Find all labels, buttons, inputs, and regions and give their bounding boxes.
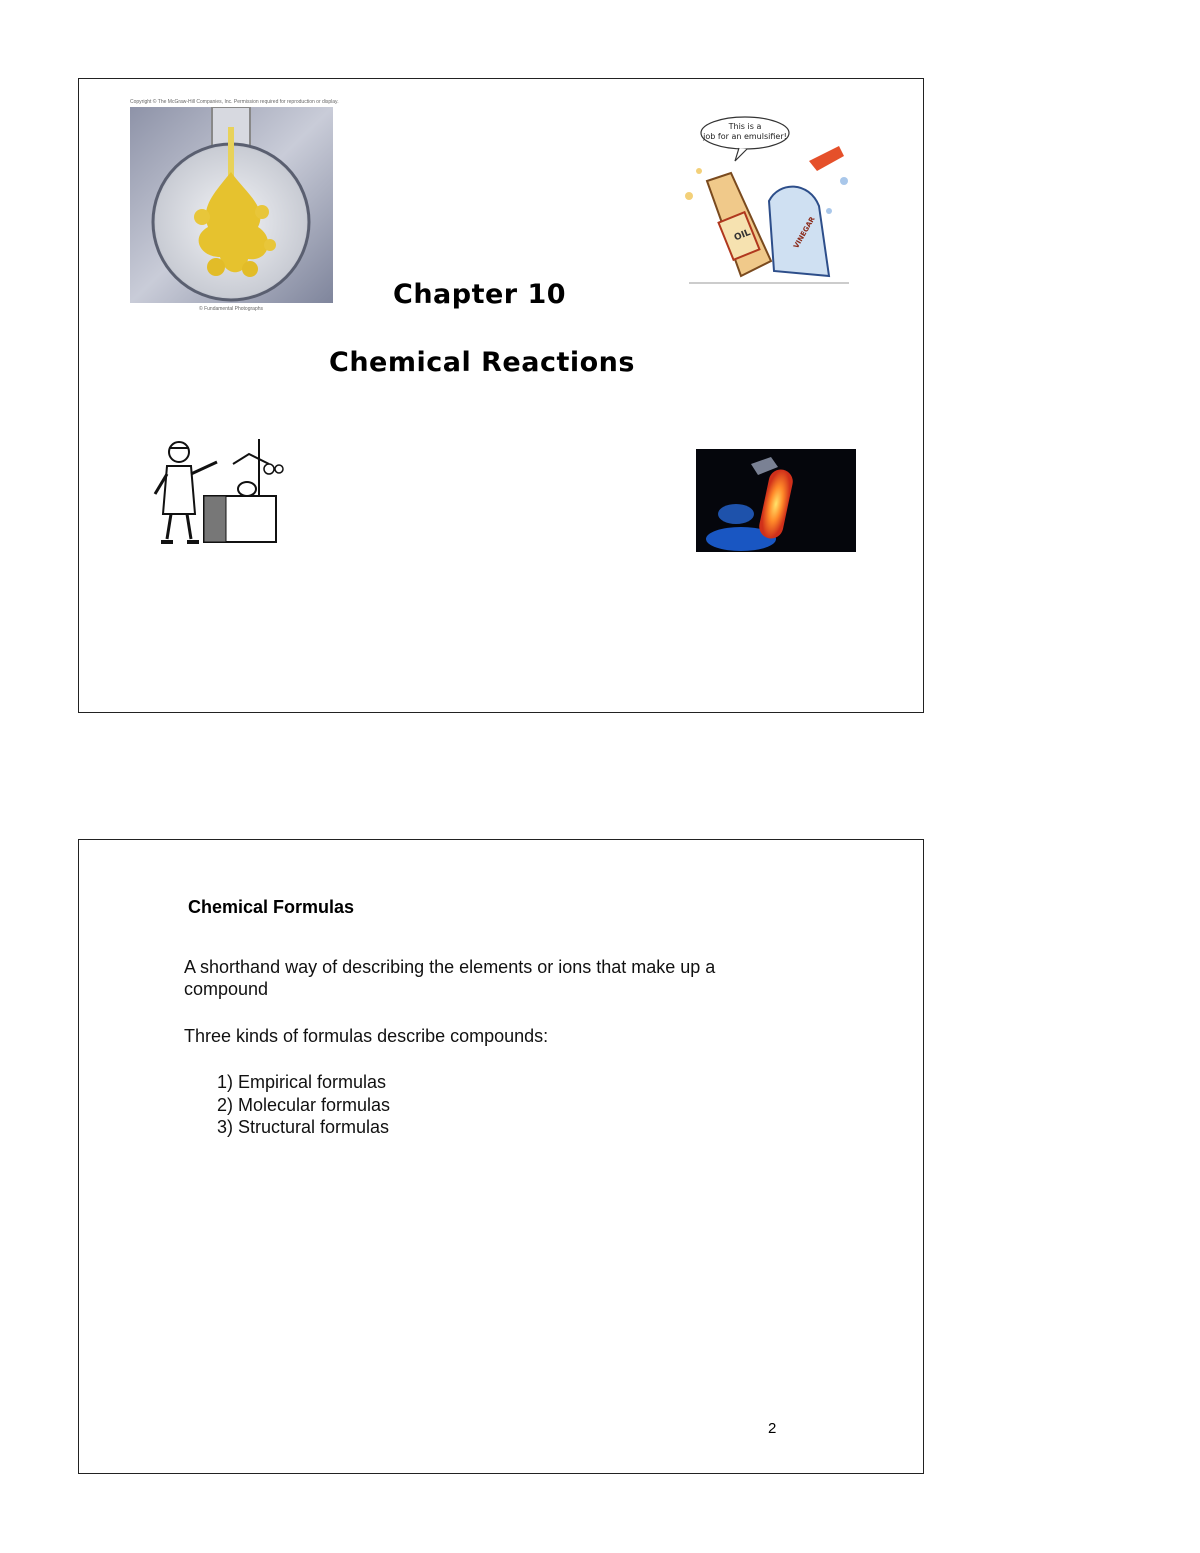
slide-1	[78, 78, 924, 713]
oil-label: OIL	[732, 227, 753, 244]
definition-paragraph: A shorthand way of describing the elements or ions that make up a compound	[184, 957, 716, 999]
slide-heading: Chemical Formulas	[188, 897, 355, 917]
cartoon-speech-line: This is a	[728, 122, 762, 131]
slide-title: Chemical Reactions	[329, 347, 635, 378]
oil-vinegar-cartoon	[679, 111, 857, 291]
scientist-cartoon	[149, 434, 284, 549]
flask-photo-credit: © Fundamental Photographs	[199, 306, 264, 312]
formula-kinds-list	[217, 1071, 390, 1139]
list-item: 3) Structural formulas	[217, 1117, 390, 1137]
flask-copyright-caption: Copyright © The McGraw-Hill Companies, Inc. Permission required for reproduction or display.	[130, 99, 339, 105]
slide-2	[78, 839, 924, 1474]
flask-precipitate-photo	[130, 107, 333, 303]
chapter-number: Chapter 10	[393, 279, 567, 310]
list-item: 1) Empirical formulas	[217, 1072, 387, 1092]
cartoon-speech-line: job for an emulsifier!	[703, 132, 787, 141]
glowing-test-tube-photo	[696, 449, 856, 552]
list-item: 2) Molecular formulas	[217, 1094, 391, 1115]
vinegar-label: VINEGAR	[792, 215, 817, 250]
formula-kinds-intro: Three kinds of formulas describe compounds:	[184, 1026, 549, 1046]
page-number: 2	[768, 1420, 777, 1437]
